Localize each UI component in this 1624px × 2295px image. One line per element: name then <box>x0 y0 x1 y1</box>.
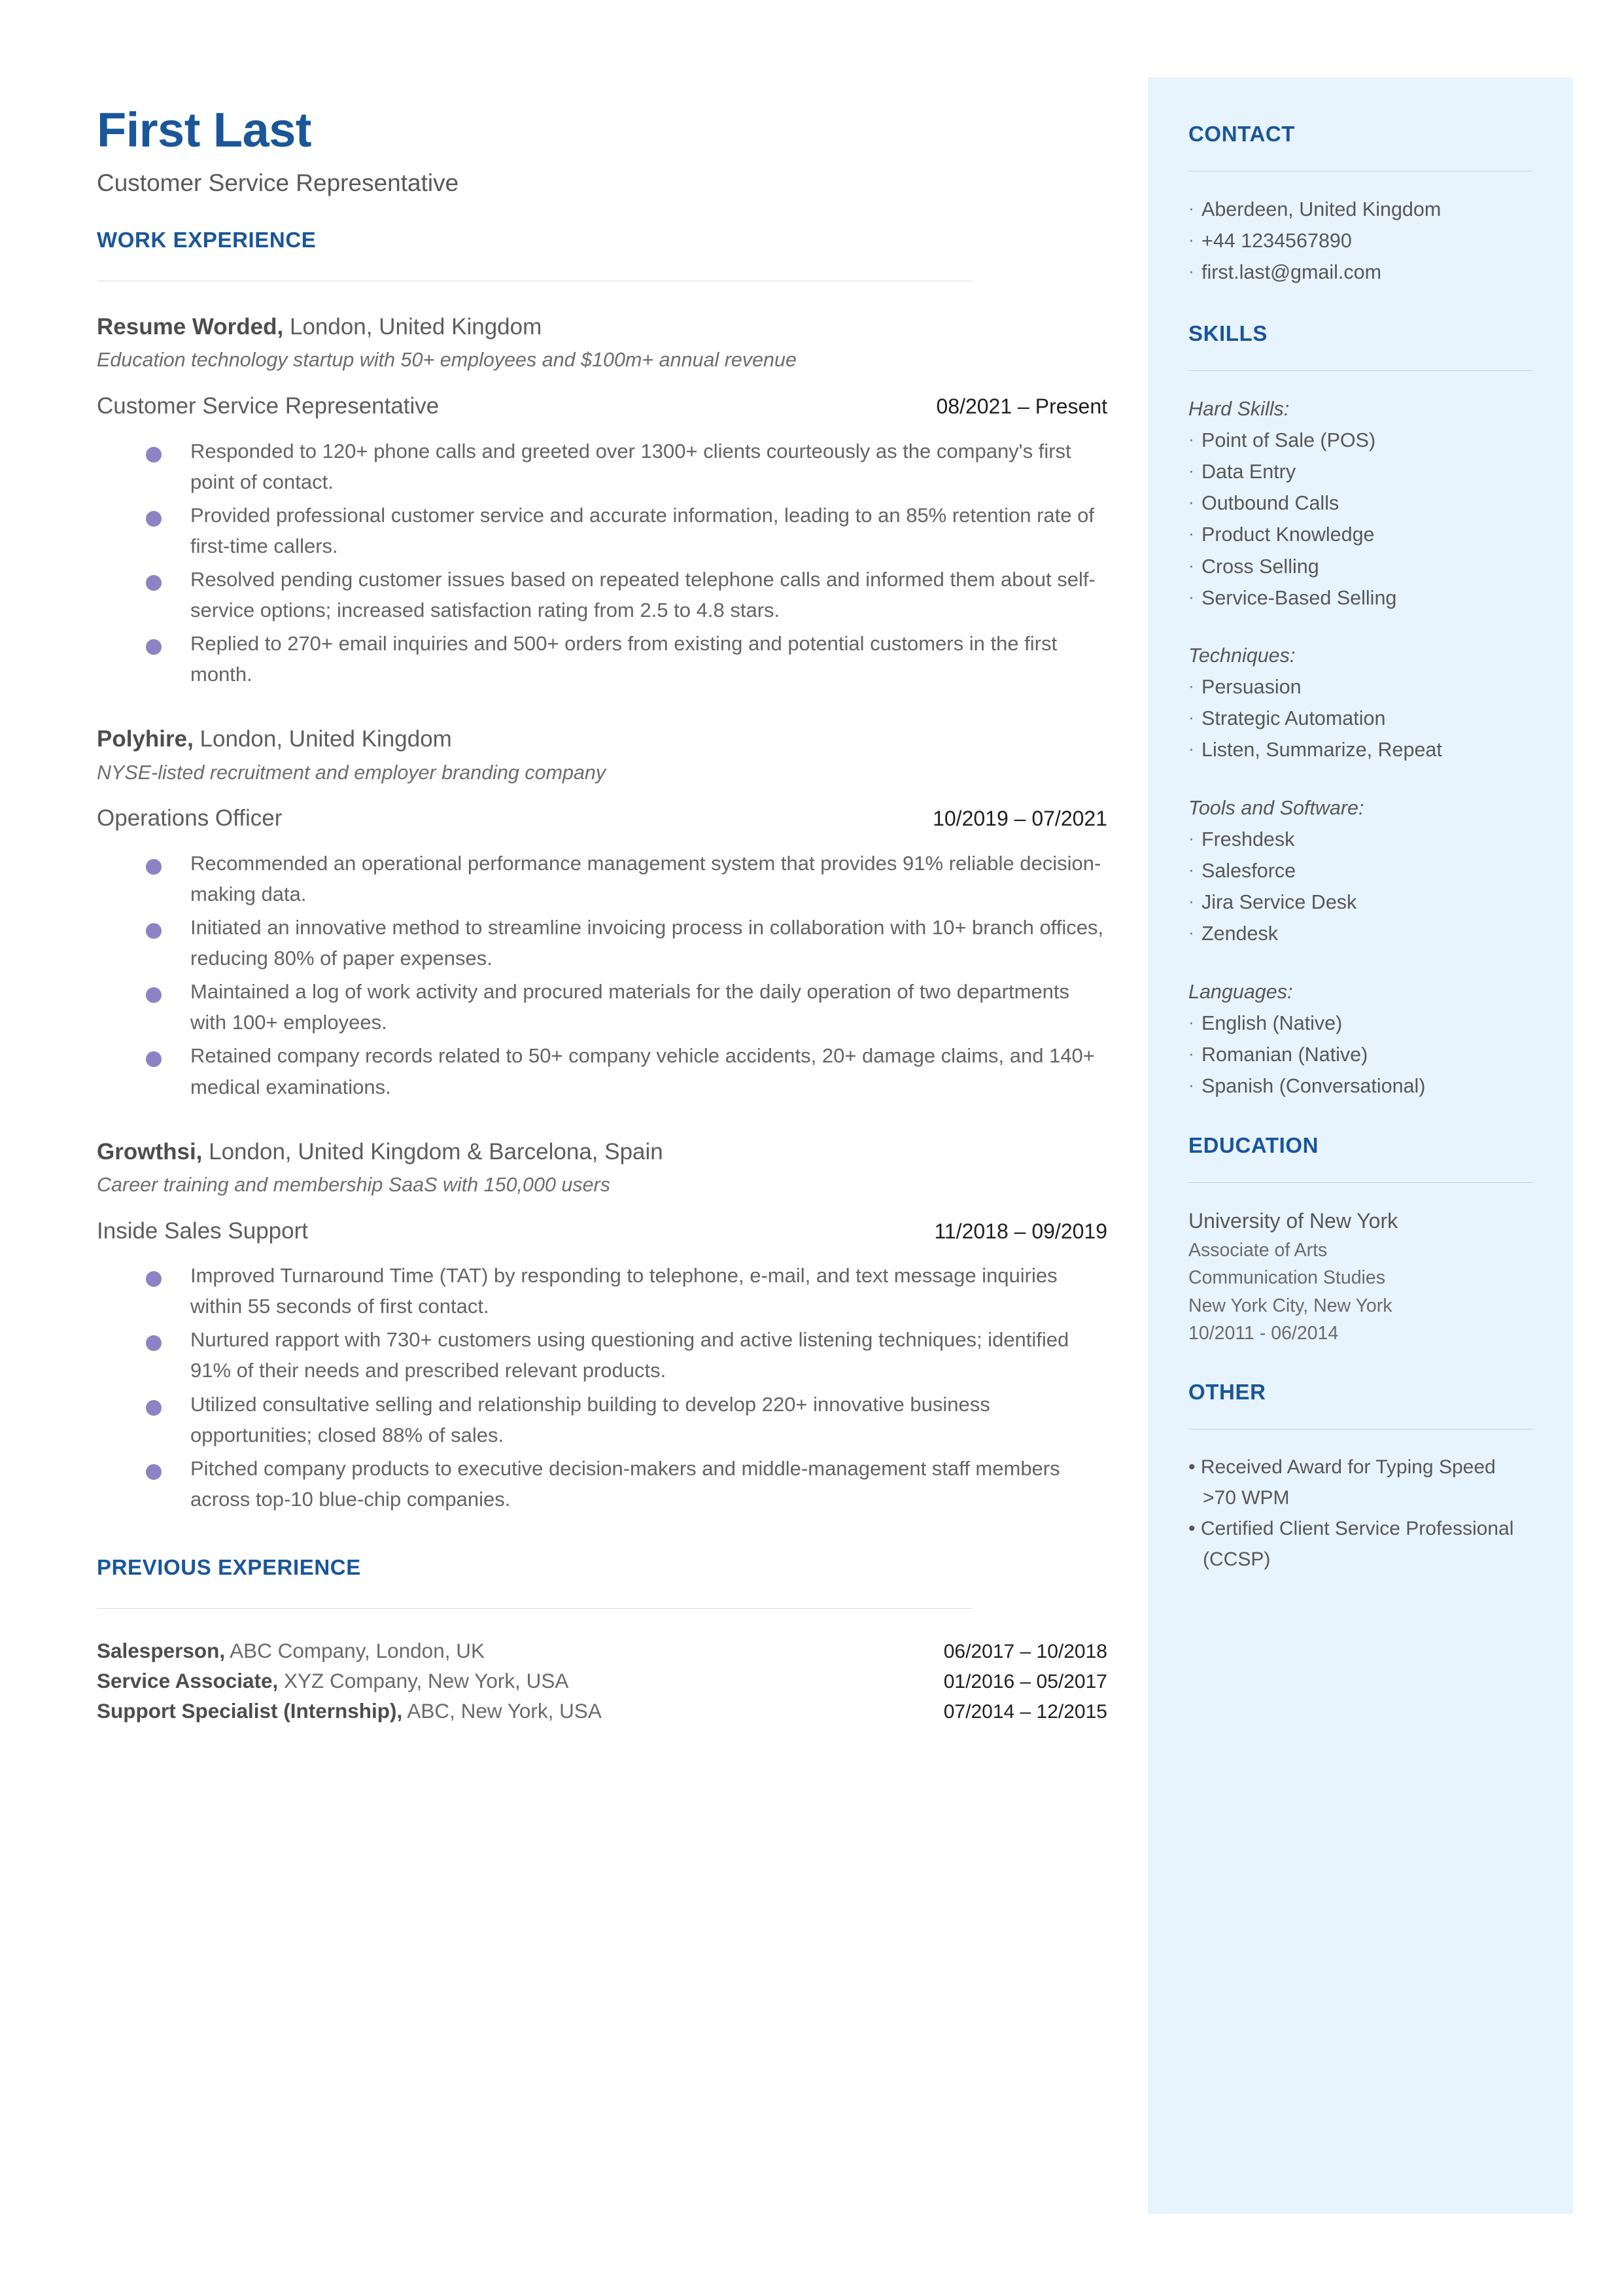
education-section <box>1188 1134 1532 1347</box>
bullet-dot-icon: · <box>1188 707 1194 727</box>
job-dates: 11/2018 – 09/2019 <box>934 1219 1107 1243</box>
job-bullet <box>97 500 1107 561</box>
job-bullet <box>97 976 1107 1038</box>
skill-label: Zendesk <box>1201 922 1278 945</box>
job-dates: 10/2019 – 07/2021 <box>933 807 1107 831</box>
skill-item <box>1188 734 1532 765</box>
education-dates: 10/2011 - 06/2014 <box>1188 1322 1339 1344</box>
bullet-dot-icon: · <box>1188 586 1194 606</box>
job-bullet <box>97 848 1107 909</box>
job-title-row <box>97 803 1107 833</box>
job-bullet-text: Improved Turnaround Time (TAT) by responding to telephone, e-mail, and text message inquiries within 55 seconds of first contact. <box>190 1264 1058 1318</box>
skill-item <box>1188 703 1532 734</box>
bullet-dot-icon: · <box>1188 922 1194 943</box>
bullet-dot-icon <box>146 1051 162 1067</box>
job-description: Career training and membership SaaS with 150,000 users <box>97 1173 610 1196</box>
education-divider <box>1188 1182 1532 1183</box>
bullet-dot-icon: · <box>1188 1075 1194 1095</box>
job-bullet <box>97 1389 1107 1450</box>
contact-section <box>1188 123 1532 289</box>
skill-label: Service-Based Selling <box>1201 586 1397 609</box>
previous-role: Salesperson, <box>97 1639 226 1663</box>
skills-group-label-tools: Tools and Software: <box>1188 796 1364 819</box>
contact-heading: CONTACT <box>1188 122 1296 146</box>
job-bullet <box>97 436 1107 497</box>
previous-dates: 06/2017 – 10/2018 <box>943 1641 1107 1663</box>
skill-item <box>1188 886 1532 918</box>
bullet-dot-icon: · <box>1188 1043 1194 1063</box>
language-item <box>1188 1039 1532 1070</box>
skill-item <box>1188 456 1532 487</box>
skill-item <box>1188 425 1532 456</box>
job-title: Inside Sales Support <box>97 1218 308 1244</box>
job-bullet <box>97 1324 1107 1386</box>
skill-label: Freshdesk <box>1201 828 1295 850</box>
skill-item <box>1188 918 1532 949</box>
contact-email-text[interactable]: first.last@gmail.com <box>1201 261 1382 284</box>
bullet-dot-icon <box>146 511 162 527</box>
previous-role-cell <box>97 1696 602 1726</box>
previous-dates: 01/2016 – 05/2017 <box>943 1670 1107 1692</box>
previous-experience-list <box>97 1636 1107 1726</box>
job-bullet <box>97 628 1107 690</box>
work-experience-heading: WORK EXPERIENCE <box>97 228 317 253</box>
skill-label: Jira Service Desk <box>1201 891 1357 914</box>
bullet-dot-icon: · <box>1188 860 1194 879</box>
skill-item <box>1188 824 1532 855</box>
job-company-name: Polyhire, <box>97 726 194 752</box>
skills-list-hard <box>1188 425 1532 614</box>
skills-heading: SKILLS <box>1188 321 1268 345</box>
bullet-dot-icon: · <box>1188 230 1194 250</box>
job-dates: 08/2021 – Present <box>936 394 1107 419</box>
job-company <box>97 311 1107 342</box>
job-bullet-text: Retained company records related to 50+ company vehicle accidents, 20+ damage claims, and 140+ medical examinations. <box>190 1044 1095 1098</box>
job-description: NYSE-listed recruitment and employer branding company <box>97 761 606 784</box>
skills-group-label-techniques: Techniques: <box>1188 644 1296 667</box>
contact-item-email <box>1188 256 1532 288</box>
job-bullet-text: Pitched company products to executive decision-makers and middle-management staff members across top-10 blue-chip companies. <box>190 1456 1060 1511</box>
skills-group-label-languages: Languages: <box>1188 980 1293 1003</box>
previous-experience-row <box>97 1666 1107 1696</box>
bullet-dot-icon: · <box>1188 828 1194 848</box>
skill-item <box>1188 855 1532 886</box>
bullet-dot-icon <box>146 575 162 591</box>
skill-item <box>1188 671 1532 703</box>
job-title: Operations Officer <box>97 805 283 832</box>
skill-item <box>1188 551 1532 582</box>
job-entry <box>97 1136 1107 1515</box>
contact-item-location <box>1188 194 1532 225</box>
bullet-dot-icon: · <box>1188 492 1194 512</box>
bullet-dot-icon: · <box>1188 891 1194 911</box>
skill-item <box>1188 519 1532 550</box>
education-field: Communication Studies <box>1188 1267 1385 1289</box>
education-location: New York City, New York <box>1188 1295 1392 1316</box>
job-bullet-text: Responded to 120+ phone calls and greeted over 1300+ clients courteously as the company's first point of contact. <box>190 439 1071 493</box>
contact-item-phone <box>1188 225 1532 256</box>
job-bullet-text: Provided professional customer service and accurate information, leading to an 85% retention rate of first-time callers. <box>190 503 1094 557</box>
job-bullet-text: Replied to 270+ email inquiries and 500+ orders from existing and potential customers in the first month. <box>190 632 1058 686</box>
main-column <box>97 105 1107 1726</box>
education-degree: Associate of Arts <box>1188 1240 1328 1261</box>
language-label: English (Native) <box>1201 1011 1343 1034</box>
language-item <box>1188 1070 1532 1102</box>
bullet-dot-icon <box>146 639 162 655</box>
job-bullet <box>97 564 1107 625</box>
bullet-dot-icon <box>146 1464 162 1480</box>
job-bullet-list <box>97 1260 1107 1515</box>
job-title-row <box>97 1216 1107 1246</box>
bullet-dot-icon <box>146 923 162 939</box>
job-bullet-text: Utilized consultative selling and relationship building to develop 220+ innovative business opportunities; closed 88% of sales. <box>190 1392 990 1446</box>
language-label: Romanian (Native) <box>1201 1043 1368 1066</box>
job-title: Customer Service Representative <box>97 393 440 419</box>
skill-label: Cross Selling <box>1201 555 1319 578</box>
job-bullet-text: Recommended an operational performance management system that provides 91% reliable decision-making data. <box>190 851 1101 905</box>
bullet-dot-icon: · <box>1188 460 1194 480</box>
skills-list-techniques <box>1188 671 1532 766</box>
bullet-dot-icon: · <box>1188 198 1194 218</box>
job-bullet-text: Nurtured rapport with 730+ customers using questioning and active listening techniques; identified 91% of their needs and prescribed relevant products. <box>190 1328 1069 1382</box>
previous-detail: ABC, New York, USA <box>402 1698 602 1723</box>
job-subtitle: Customer Service Representative <box>97 169 459 196</box>
bullet-dot-icon: · <box>1188 555 1194 575</box>
previous-experience-heading: PREVIOUS EXPERIENCE <box>97 1555 361 1580</box>
previous-experience-row <box>97 1696 1107 1726</box>
skill-label: Data Entry <box>1201 460 1296 483</box>
job-bullet <box>97 1453 1107 1515</box>
other-heading: OTHER <box>1188 1380 1266 1404</box>
skills-list-tools <box>1188 824 1532 950</box>
bullet-dot-icon <box>146 447 162 463</box>
bullet-dot-icon: · <box>1188 523 1194 544</box>
bullet-dot-icon: · <box>1188 676 1194 696</box>
job-company-location: London, United Kingdom <box>283 314 542 340</box>
contact-location-text: Aberdeen, United Kingdom <box>1201 198 1442 220</box>
other-section <box>1188 1381 1532 1575</box>
bullet-dot-icon <box>146 987 162 1003</box>
bullet-dot-icon: · <box>1188 739 1194 759</box>
previous-experience-row <box>97 1636 1107 1666</box>
skill-item <box>1188 582 1532 614</box>
page-title: First Last <box>97 103 312 157</box>
job-company-location: London, United Kingdom & Barcelona, Spain <box>202 1138 663 1165</box>
job-bullet-text: Resolved pending customer issues based on repeated telephone calls and informed them about self-service options; increased satisfaction rating from 2.5 to 4.8 stars. <box>190 567 1096 622</box>
bullet-dot-icon <box>146 1400 162 1416</box>
job-entry <box>97 311 1107 690</box>
skill-label: Persuasion <box>1201 676 1302 699</box>
previous-role: Support Specialist (Internship), <box>97 1698 403 1723</box>
skill-item <box>1188 487 1532 519</box>
job-company-name: Resume Worded, <box>97 314 284 340</box>
bullet-dot-icon: · <box>1188 429 1194 449</box>
job-bullet-text: Maintained a log of work activity and procured materials for the daily operation of two departments with 100+ employees. <box>190 980 1070 1034</box>
skill-label: Salesforce <box>1201 860 1296 882</box>
bullet-dot-icon <box>146 859 162 875</box>
skills-divider <box>1188 370 1532 371</box>
job-bullet-list <box>97 436 1107 690</box>
skills-list-languages <box>1188 1007 1532 1102</box>
bullet-dot-icon: · <box>1188 261 1194 281</box>
job-bullet-text: Initiated an innovative method to streamline invoicing process in collaboration with 10+ branch offices, reducing 80% of paper expenses. <box>190 916 1104 970</box>
job-company-location: London, United Kingdom <box>193 726 452 752</box>
job-bullet <box>97 912 1107 973</box>
job-company <box>97 724 1107 754</box>
language-item <box>1188 1007 1532 1039</box>
skill-label: Product Knowledge <box>1201 523 1375 546</box>
bullet-dot-icon <box>146 1335 162 1351</box>
skills-section <box>1188 323 1532 1102</box>
job-entry <box>97 724 1107 1102</box>
skill-label: Strategic Automation <box>1201 707 1386 730</box>
skill-label: Outbound Calls <box>1201 492 1339 515</box>
job-company-name: Growthsi, <box>97 1138 203 1165</box>
other-item: • Certified Client Service Professional (CCSP) <box>1188 1518 1514 1571</box>
skills-group-label-hard: Hard Skills: <box>1188 397 1290 420</box>
education-school: University of New York <box>1188 1209 1398 1233</box>
language-label: Spanish (Conversational) <box>1201 1075 1426 1098</box>
bullet-dot-icon <box>146 1271 162 1287</box>
contact-list <box>1188 194 1532 289</box>
other-item: • Received Award for Typing Speed >70 WPM <box>1188 1456 1496 1509</box>
previous-detail: ABC Company, London, UK <box>225 1639 485 1663</box>
job-bullet-list <box>97 848 1107 1102</box>
bullet-dot-icon: · <box>1188 1011 1194 1032</box>
skill-label: Listen, Summarize, Repeat <box>1201 739 1442 762</box>
job-bullet <box>97 1260 1107 1322</box>
contact-phone-text[interactable]: +44 1234567890 <box>1201 230 1352 253</box>
previous-detail: XYZ Company, New York, USA <box>278 1668 569 1692</box>
previous-role-cell <box>97 1636 485 1666</box>
job-bullet <box>97 1040 1107 1102</box>
job-description: Education technology startup with 50+ employees and $100m+ annual revenue <box>97 349 797 372</box>
education-heading: EDUCATION <box>1188 1133 1319 1158</box>
previous-role: Service Associate, <box>97 1668 279 1692</box>
skill-label: Point of Sale (POS) <box>1201 429 1376 451</box>
job-company <box>97 1136 1107 1167</box>
job-title-row <box>97 391 1107 421</box>
sidebar <box>1148 77 1573 2214</box>
previous-role-cell <box>97 1666 568 1696</box>
previous-dates: 07/2014 – 12/2015 <box>943 1700 1107 1723</box>
